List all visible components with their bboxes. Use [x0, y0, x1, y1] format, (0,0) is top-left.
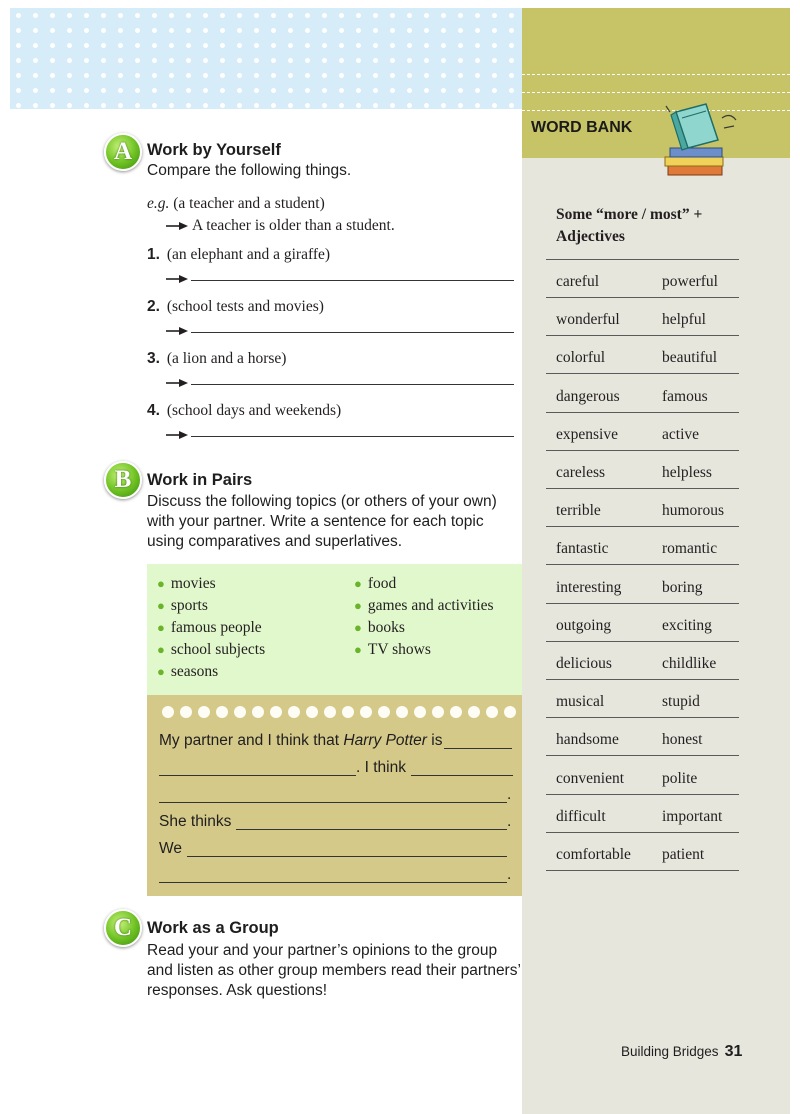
- word-bank-word: boring: [662, 578, 703, 596]
- section-b-title: Work in Pairs: [147, 471, 253, 489]
- word-bank-word: famous: [662, 387, 708, 405]
- word-bank-divider: [546, 564, 739, 565]
- word-bank-word: careful: [556, 273, 600, 290]
- topic-item: ● games and activities: [354, 597, 494, 614]
- word-bank-row: [556, 579, 746, 603]
- question-1: [147, 246, 330, 264]
- bullet-icon: ●: [354, 620, 362, 635]
- blank-line[interactable]: [187, 856, 507, 857]
- word-bank-word: beautiful: [662, 349, 718, 367]
- word-bank-word: romantic: [662, 540, 718, 558]
- page-number: 31: [724, 1043, 743, 1060]
- template-title: Harry Potter: [343, 732, 427, 749]
- notepad-hole: [468, 706, 480, 718]
- word-bank-divider: [546, 832, 739, 833]
- section-c-title: Work as a Group: [147, 919, 279, 937]
- template-we: We: [159, 840, 182, 857]
- word-bank-word: active: [662, 425, 700, 443]
- section-a-title: Work by Yourself: [147, 141, 281, 159]
- question-text: (a lion and a horse): [166, 350, 287, 367]
- word-bank-divider: [546, 450, 739, 451]
- question-number: 4.: [147, 402, 160, 419]
- word-bank-word: helpful: [662, 311, 706, 329]
- question-4: [147, 402, 341, 420]
- dashed-divider: [522, 110, 790, 111]
- section-a-badge: A: [104, 133, 142, 171]
- word-bank-row: [556, 846, 746, 870]
- notepad-box: [147, 695, 522, 896]
- blank-line[interactable]: [159, 775, 356, 776]
- template-period: .: [507, 866, 512, 883]
- notepad-holes: [162, 706, 522, 718]
- blank-line[interactable]: [236, 829, 507, 830]
- arrow-right-icon: [166, 430, 188, 440]
- word-bank-word: careless: [556, 464, 606, 481]
- word-bank-row: [556, 731, 746, 755]
- arrow-right-icon: [166, 326, 188, 336]
- bullet-icon: ●: [354, 576, 362, 591]
- word-bank-divider: [546, 412, 739, 413]
- word-bank-row: [556, 617, 746, 641]
- bullet-icon: ●: [157, 642, 165, 657]
- bullet-icon: ●: [354, 598, 362, 613]
- word-bank-word: powerful: [662, 273, 718, 290]
- section-c-badge: C: [104, 909, 142, 947]
- word-bank-word: honest: [662, 731, 703, 749]
- example-prompt: [147, 195, 325, 213]
- answer-line-1[interactable]: [166, 270, 526, 282]
- notepad-hole: [288, 706, 300, 718]
- word-bank-row: [556, 502, 746, 526]
- topic-item: ● famous people: [157, 619, 262, 636]
- word-bank-divider: [546, 870, 739, 871]
- word-bank-divider: [546, 679, 739, 680]
- topic-item: ● sports: [157, 597, 208, 614]
- word-bank-row: [556, 540, 746, 564]
- bullet-icon: ●: [157, 620, 165, 635]
- question-number: 1.: [147, 246, 160, 263]
- word-bank-divider: [546, 259, 739, 260]
- answer-line-3[interactable]: [166, 374, 526, 386]
- topic-item: ● TV shows: [354, 641, 431, 658]
- blank-line[interactable]: [159, 882, 507, 883]
- notepad-hole: [252, 706, 264, 718]
- example-answer-text: A teacher is older than a student.: [192, 217, 395, 234]
- word-bank-divider: [546, 297, 739, 298]
- word-bank-title: WORD BANK: [531, 119, 633, 136]
- notepad-hole: [504, 706, 516, 718]
- word-bank-divider: [546, 641, 739, 642]
- word-bank-heading: Some “more / most” + Adjectives: [556, 206, 703, 245]
- word-bank-divider: [546, 373, 739, 374]
- word-bank-word: colorful: [556, 349, 606, 367]
- word-bank-divider: [546, 335, 739, 336]
- word-bank-word: stupid: [662, 693, 700, 711]
- word-bank-row: [556, 388, 746, 412]
- example-prompt-text: (a teacher and a student): [173, 195, 325, 212]
- template-period: .: [507, 786, 512, 803]
- word-bank-row: [556, 808, 746, 832]
- word-bank-word: expensive: [556, 425, 618, 443]
- example-answer: [166, 217, 395, 235]
- template-she-thinks: She thinks: [159, 813, 232, 830]
- notepad-hole: [216, 706, 228, 718]
- question-text: (school days and weekends): [166, 402, 342, 419]
- word-bank-word: patient: [662, 846, 705, 863]
- word-bank-word: helpless: [662, 464, 712, 481]
- section-c-text-line: Read your and your partner’s opinions to the group: [147, 942, 498, 959]
- question-3: [147, 350, 286, 368]
- word-bank-word: outgoing: [556, 616, 612, 634]
- blank-line[interactable]: [159, 802, 507, 803]
- answer-line-4[interactable]: [166, 426, 526, 438]
- notepad-hole: [180, 706, 192, 718]
- word-bank-word: fantastic: [556, 540, 609, 558]
- notepad-hole: [270, 706, 282, 718]
- word-bank-divider: [546, 603, 739, 604]
- notepad-hole: [450, 706, 462, 718]
- bullet-icon: ●: [157, 664, 165, 679]
- notepad-hole: [198, 706, 210, 718]
- word-bank-divider: [546, 794, 739, 795]
- word-bank-word: interesting: [556, 578, 622, 596]
- word-bank-word: convenient: [556, 769, 625, 787]
- example-label: e.g.: [147, 195, 170, 212]
- word-bank-word: exciting: [662, 616, 712, 634]
- header-star-banner: [10, 8, 522, 109]
- word-bank-divider: [546, 717, 739, 718]
- answer-line-2[interactable]: [166, 322, 526, 334]
- section-b-instruction-line: using comparatives and superlatives.: [147, 533, 403, 550]
- word-bank-row: [556, 273, 746, 297]
- word-bank-word: comfortable: [556, 846, 631, 863]
- section-b-instruction-line: Discuss the following topics (or others of your own): [147, 493, 497, 510]
- notepad-hole: [342, 706, 354, 718]
- word-bank-row: [556, 655, 746, 679]
- word-bank-word: polite: [662, 769, 698, 787]
- section-b-instruction-line: with your partner. Write a sentence for each topic: [147, 513, 484, 530]
- notepad-hole: [324, 706, 336, 718]
- word-bank-word: difficult: [556, 807, 606, 825]
- notepad-hole: [306, 706, 318, 718]
- topic-item: ● school subjects: [157, 641, 266, 658]
- topic-item: ● food: [354, 575, 397, 592]
- bullet-icon: ●: [157, 598, 165, 613]
- question-text: (an elephant and a giraffe): [166, 246, 331, 263]
- arrow-right-icon: [166, 221, 188, 231]
- word-bank-word: terrible: [556, 502, 601, 520]
- arrow-right-icon: [166, 378, 188, 388]
- word-bank-row: [556, 464, 746, 488]
- dashed-divider: [522, 74, 790, 75]
- blank-line[interactable]: [444, 748, 512, 749]
- question-number: 3.: [147, 350, 160, 367]
- book-title: Building Bridges: [621, 1044, 719, 1059]
- topic-item: ● books: [354, 619, 405, 636]
- notepad-hole: [360, 706, 372, 718]
- section-a-instruction: Compare the following things.: [147, 162, 352, 179]
- notepad-hole: [414, 706, 426, 718]
- word-bank-word: important: [662, 807, 723, 825]
- section-c-text-line: responses. Ask questions!: [147, 982, 328, 999]
- books-stack-icon: [662, 98, 740, 180]
- word-bank-divider: [546, 526, 739, 527]
- word-bank-word: musical: [556, 693, 605, 711]
- template-period: .: [507, 813, 512, 830]
- word-bank-row: [556, 770, 746, 794]
- word-bank-word: wonderful: [556, 311, 620, 329]
- topic-item: ● movies: [157, 575, 216, 592]
- section-b-badge: B: [104, 461, 142, 499]
- notepad-hole: [396, 706, 408, 718]
- notepad-hole: [378, 706, 390, 718]
- template-line-1: [159, 732, 442, 750]
- page-footer: [621, 1043, 742, 1061]
- word-bank-word: childlike: [662, 655, 717, 672]
- word-bank-row: [556, 693, 746, 717]
- word-bank-row: [556, 349, 746, 373]
- section-c-text-line: and listen as other group members read their partners’: [147, 962, 521, 979]
- notepad-hole: [432, 706, 444, 718]
- template-text: is: [426, 732, 443, 749]
- bullet-icon: ●: [157, 576, 165, 591]
- question-2: [147, 298, 324, 316]
- template-i-think: . I think: [356, 759, 406, 776]
- dashed-divider: [522, 92, 790, 93]
- word-bank-word: humorous: [662, 502, 724, 520]
- notepad-hole: [486, 706, 498, 718]
- question-text: (school tests and movies): [166, 298, 324, 315]
- topics-box: [147, 564, 522, 695]
- word-bank-header-band: [522, 8, 790, 158]
- notepad-hole: [162, 706, 174, 718]
- word-bank-row: [556, 426, 746, 450]
- notepad-hole: [234, 706, 246, 718]
- word-bank-divider: [546, 488, 739, 489]
- question-number: 2.: [147, 298, 160, 315]
- blank-line[interactable]: [411, 775, 513, 776]
- word-bank-word: delicious: [556, 655, 612, 672]
- word-bank-word: handsome: [556, 731, 619, 749]
- word-bank-sidebar: [522, 8, 790, 1114]
- arrow-right-icon: [166, 274, 188, 284]
- template-text: My partner and I think that: [159, 732, 344, 749]
- topic-item: ● seasons: [157, 663, 219, 680]
- word-bank-row: [556, 311, 746, 335]
- word-bank-word: dangerous: [556, 387, 620, 405]
- bullet-icon: ●: [354, 642, 362, 657]
- word-bank-divider: [546, 755, 739, 756]
